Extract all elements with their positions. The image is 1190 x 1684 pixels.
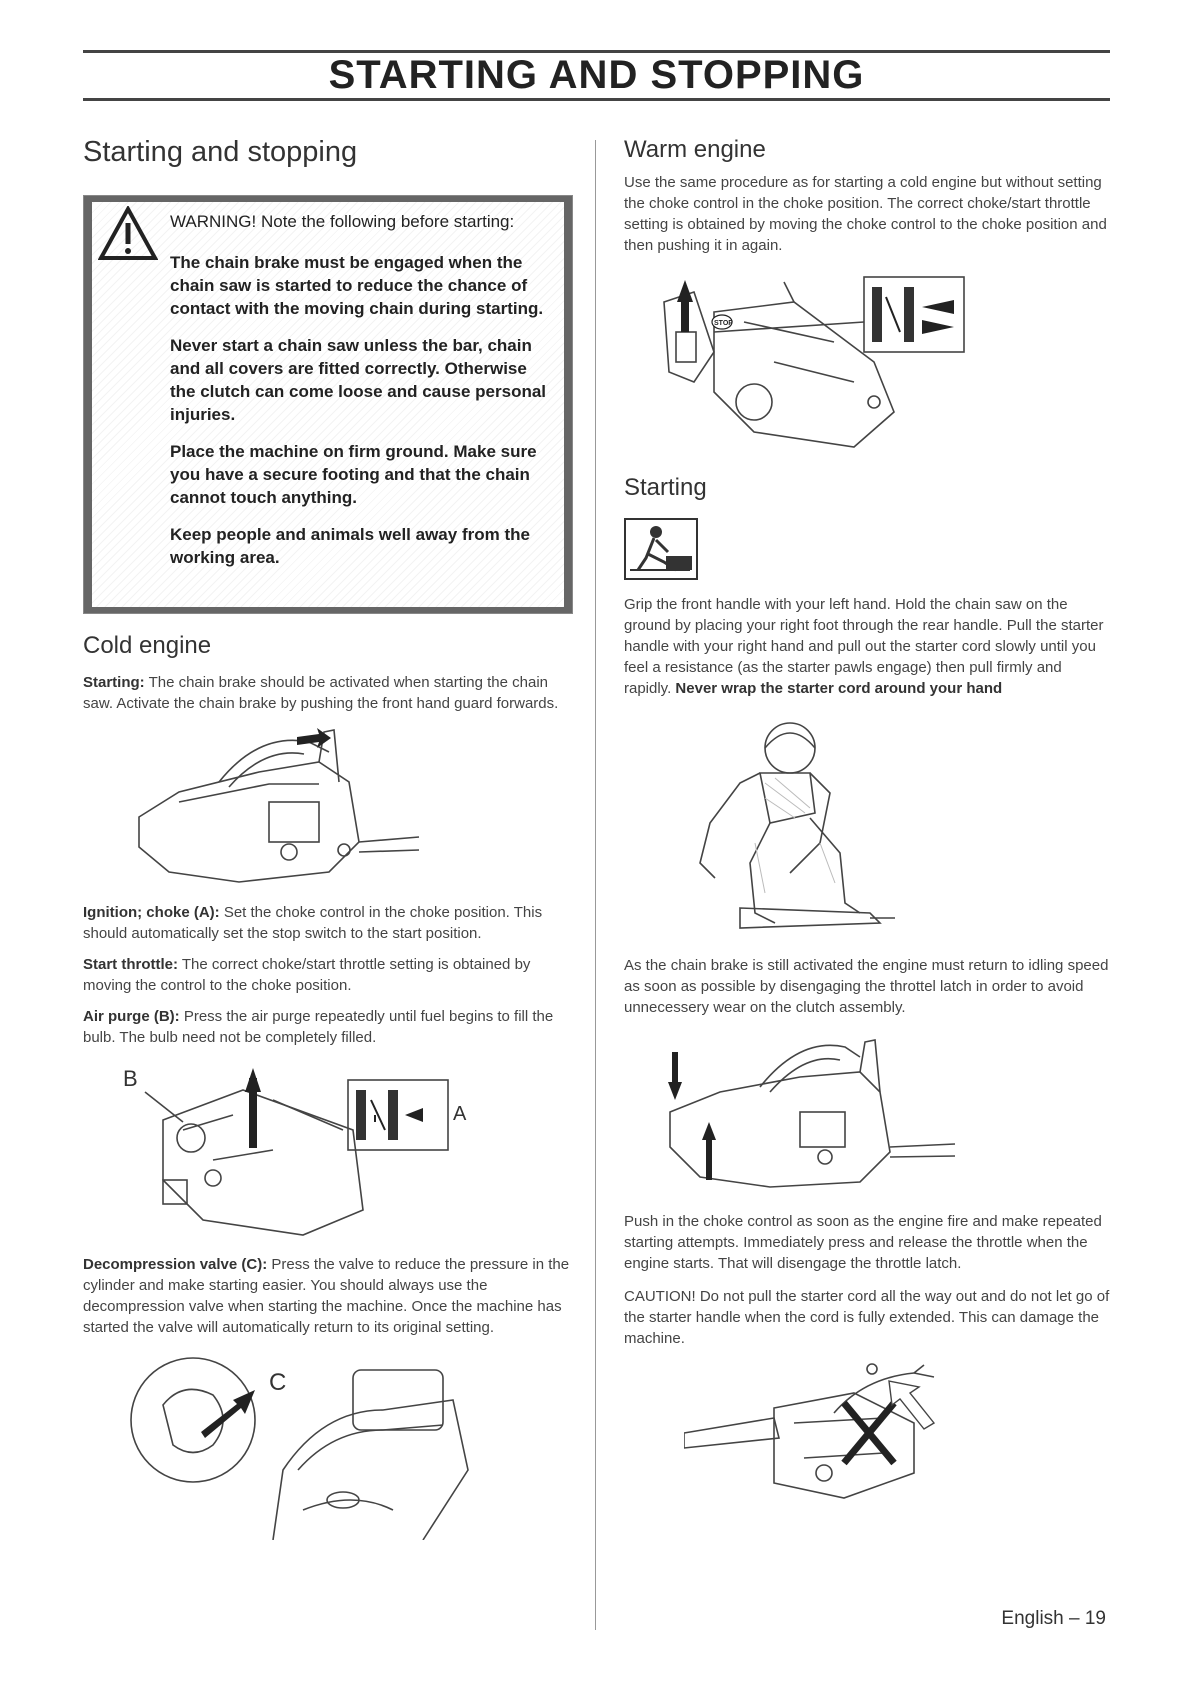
warm-engine-heading: Warm engine <box>624 136 766 163</box>
warm-engine-paragraph: Use the same procedure as for starting a cold engine but without setting the choke control in the choke position. The correct choke/start throttle setting is obtained by moving the choke control to the choke position and then pushing it in again. <box>624 174 1107 254</box>
ignition-paragraph: Ignition; choke (A): Set the choke control in the choke position. This should automatically set the stop switch to the start position. <box>83 904 543 942</box>
chain-brake-illustration <box>119 722 429 892</box>
left-column <box>83 136 573 1540</box>
warning-text <box>170 210 556 583</box>
warm-engine-illustration <box>654 272 974 452</box>
starting-label: Starting: <box>83 674 145 691</box>
decompression-paragraph: Decompression valve (C): Press the valve to reduce the pressure in the cylinder and make starting easier. You should always use the decompression valve when starting the machine. Once the machine has started the valve will automatically return to its original setting. <box>83 1256 570 1336</box>
throttle-paragraph: Start throttle: The correct choke/start throttle setting is obtained by moving the control to the choke position. <box>83 956 531 994</box>
column-divider <box>595 140 596 1630</box>
push-choke-paragraph: Push in the choke control as soon as the engine fire and make repeated starting attempts. Immediately press and release the throttle when the engine starts. That will disengage the throttle latch. <box>624 1213 1102 1272</box>
figure-label-a: A <box>453 1103 467 1125</box>
caution-illustration <box>684 1363 964 1503</box>
caution-paragraph: CAUTION! Do not pull the starter cord all the way out and do not let go of the starter handle when the cord is fully extended. This can damage the machine. <box>624 1288 1110 1347</box>
warning-item: Place the machine on firm ground. Make sure you have a secure footing and that the chain cannot touch anything. <box>170 442 537 507</box>
figure-label-b: B <box>123 1066 138 1091</box>
page-footer: English – 19 <box>1001 1608 1106 1629</box>
choke-purge-illustration <box>123 1060 483 1240</box>
warning-item: Keep people and animals well away from the working area. <box>170 525 530 567</box>
choke-push-illustration <box>660 1032 960 1197</box>
cold-engine-heading: Cold engine <box>83 632 212 659</box>
starting-icon <box>624 518 698 580</box>
warning-item: Never start a chain saw unless the bar, chain and all covers are fitted correctly. Otherwise the clutch can come loose and cause personal injuries. <box>170 336 547 424</box>
figure-label-c: C <box>269 1369 287 1396</box>
warning-triangle-icon <box>98 206 158 261</box>
banner-title: STARTING AND STOPPING <box>328 53 865 97</box>
starting-paragraph <box>83 672 573 714</box>
warning-item: The chain brake must be engaged when the chain saw is started to reduce the chance of contact with the moving chain during starting. <box>170 253 544 318</box>
starting-heading: Starting <box>624 474 707 501</box>
air-purge-paragraph: Air purge (B): Press the air purge repeatedly until fuel begins to fill the bulb. The bulb need not be completely filled. <box>83 1008 554 1046</box>
chain-brake-paragraph: As the chain brake is still activated the engine must return to idling speed as soon as possible by disengaging the throttel latch in order to avoid unnecessery wear on the clutch assembly. <box>624 957 1109 1016</box>
warning-box <box>83 195 573 614</box>
section-heading: Starting and stopping <box>83 136 358 168</box>
warning-intro: WARNING! Note the following before starting: <box>170 212 515 231</box>
operator-starting-illustration <box>680 713 900 943</box>
right-column <box>624 136 1110 1503</box>
starting-text: The chain brake should be activated when starting the chain saw. Activate the chain brake by pushing the front hand guard forwards. <box>83 674 559 712</box>
grip-paragraph: Grip the front handle with your left hand. Hold the chain saw on the ground by placing your right foot through the rear handle. Pull the starter handle with your right hand and pull out the starter cord slowly until you feel a resistance (as the starter pawls engage) then pull firmly and rapidly. Never wrap the starter cord around your hand <box>624 596 1104 697</box>
decompression-valve-illustration <box>123 1350 483 1540</box>
stop-tag: STOP <box>714 320 733 327</box>
page-banner <box>83 50 1110 100</box>
banner-bottom-rule <box>83 98 1110 101</box>
